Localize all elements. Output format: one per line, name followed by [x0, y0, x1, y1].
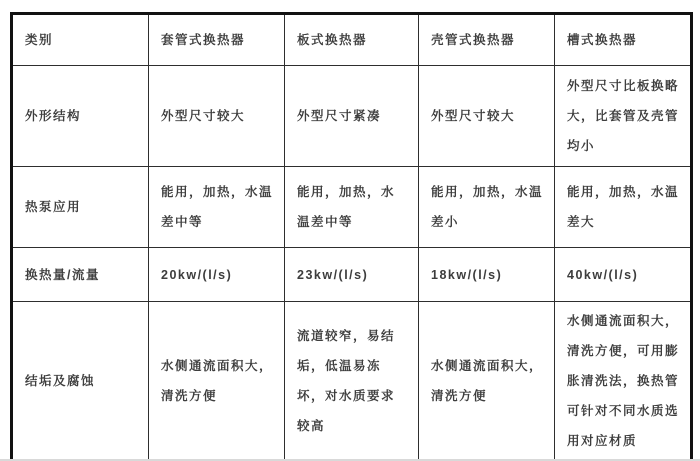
header-cell-double-pipe-exchanger: 套管式换热器 — [149, 14, 285, 66]
cell-flow-shell-tube: 18kw/(l/s) — [419, 248, 555, 302]
cell-scale-double-pipe: 水侧通流面积大，清洗方便 — [149, 302, 285, 461]
cell-pump-tank: 能用，加热，水温差大 — [555, 167, 692, 248]
table-row-shape-structure — [12, 66, 692, 167]
cell-scale-shell-tube: 水侧通流面积大，清洗方便 — [419, 302, 555, 461]
cell-shape-shell-tube: 外型尺寸较大 — [419, 66, 555, 167]
header-cell-shell-tube-exchanger: 壳管式换热器 — [419, 14, 555, 66]
row-label-heat-pump-application: 热泵应用 — [12, 167, 149, 248]
cell-pump-plate: 能用，加热，水温差中等 — [285, 167, 419, 248]
table-row-heat-pump-application — [12, 167, 692, 248]
header-cell-category: 类别 — [12, 14, 149, 66]
row-label-shape-structure: 外形结构 — [12, 66, 149, 167]
row-label-scaling-corrosion: 结垢及腐蚀 — [12, 302, 149, 461]
heat-exchanger-comparison-table — [10, 12, 693, 461]
cell-scale-plate: 流道较窄，易结垢，低温易冻坏，对水质要求较高 — [285, 302, 419, 461]
cell-flow-plate: 23kw/(l/s) — [285, 248, 419, 302]
cell-shape-plate: 外型尺寸紧凑 — [285, 66, 419, 167]
cell-flow-tank: 40kw/(l/s) — [555, 248, 692, 302]
cell-shape-double-pipe: 外型尺寸较大 — [149, 66, 285, 167]
table-row-heat-flow — [12, 248, 692, 302]
cell-scale-tank: 水侧通流面积大，清洗方便，可用膨胀清洗法，换热管可针对不同水质选用对应材质 — [555, 302, 692, 461]
header-cell-tank-exchanger: 槽式换热器 — [555, 14, 692, 66]
cell-shape-tank: 外型尺寸比板换略大，比套管及壳管均小 — [555, 66, 692, 167]
table-row-scaling-corrosion — [12, 302, 692, 461]
cell-pump-shell-tube: 能用，加热，水温差小 — [419, 167, 555, 248]
cell-flow-double-pipe: 20kw/(l/s) — [149, 248, 285, 302]
cell-pump-double-pipe: 能用，加热，水温差中等 — [149, 167, 285, 248]
row-label-heat-flow: 换热量/流量 — [12, 248, 149, 302]
header-cell-plate-exchanger: 板式换热器 — [285, 14, 419, 66]
table-header-row — [12, 14, 692, 66]
